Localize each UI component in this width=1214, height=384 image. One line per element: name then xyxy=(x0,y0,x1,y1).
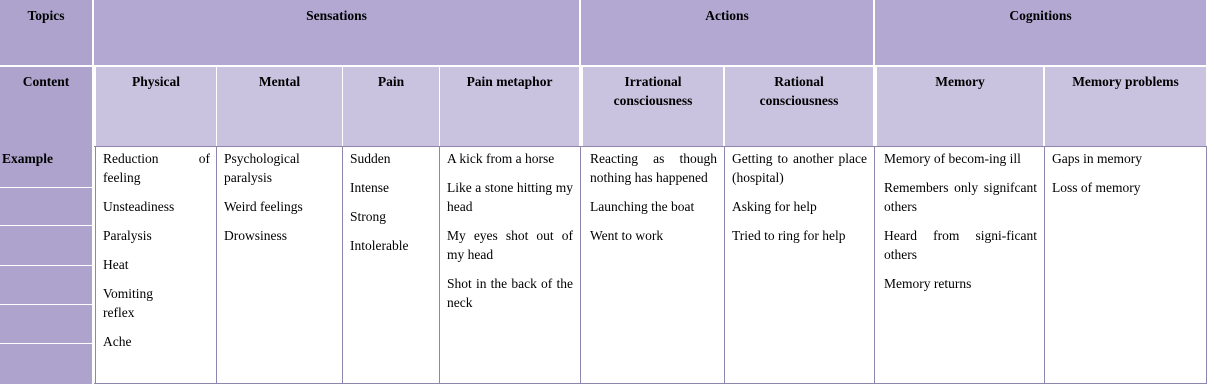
content-label: Content xyxy=(22,74,70,89)
list-item: A kick from a horse xyxy=(447,151,555,166)
mental-label: Mental xyxy=(258,74,301,89)
list-item: Remembers only signifcant others xyxy=(884,180,1037,214)
table-border xyxy=(216,146,217,384)
rational-cell xyxy=(725,146,873,384)
list-item: Unsteadiness xyxy=(103,199,175,214)
table-border xyxy=(580,146,581,384)
table-border xyxy=(874,146,875,384)
list-item: Memory of becom-ing ill xyxy=(884,151,1021,166)
pain-metaphor-header xyxy=(440,66,579,146)
list-item: Reduction of feeling xyxy=(103,151,210,185)
header-divider xyxy=(342,66,343,146)
list-item: Sudden xyxy=(350,151,391,166)
pain-header xyxy=(343,66,439,146)
list-item: Went to work xyxy=(590,228,664,243)
table-border xyxy=(439,146,440,384)
irrational-cell xyxy=(583,146,723,384)
list-item: Heat xyxy=(103,257,129,272)
mental-cell xyxy=(217,146,342,384)
list-item: Strong xyxy=(350,209,387,224)
pain-label: Pain xyxy=(377,74,405,89)
memory-header xyxy=(877,66,1043,146)
pain-cell xyxy=(343,146,439,384)
memory-label: Memory xyxy=(935,74,985,89)
header-divider xyxy=(439,66,440,146)
header-divider xyxy=(92,0,94,146)
memory-cell xyxy=(877,146,1043,384)
actions-header xyxy=(581,0,873,66)
list-item: Loss of memory xyxy=(1052,180,1141,195)
physical-cell xyxy=(96,146,216,384)
list-item: Like a stone hitting my head xyxy=(447,180,573,214)
list-item: Getting to another place (hospital) xyxy=(732,151,867,185)
sensations-header xyxy=(94,0,579,66)
list-item: Intolerable xyxy=(350,238,409,253)
list-item: My eyes shot out of my head xyxy=(447,228,573,262)
row-divider xyxy=(0,265,92,266)
example-label: Example xyxy=(2,151,54,166)
header-divider xyxy=(1043,66,1045,146)
list-item: Heard from signi-ficant others xyxy=(884,228,1037,262)
mental-header xyxy=(217,66,342,146)
table-border xyxy=(1206,146,1207,384)
list-item: Launching the boat xyxy=(590,199,695,214)
topics-header xyxy=(0,0,92,66)
irrational-label: Irrational consciousness xyxy=(613,74,693,108)
row-divider xyxy=(0,343,92,344)
header-divider xyxy=(0,65,1206,67)
list-item: Intense xyxy=(350,180,389,195)
memory-problems-header xyxy=(1045,66,1206,146)
table-border xyxy=(95,146,96,384)
memory-problems-cell xyxy=(1045,146,1206,384)
header-divider xyxy=(579,0,581,146)
header-divider xyxy=(216,66,217,146)
list-item: Paralysis xyxy=(103,228,152,243)
list-item: Reacting as though nothing has happened xyxy=(590,151,717,185)
table-border xyxy=(342,146,343,384)
header-divider xyxy=(873,0,875,146)
list-item: Vomiting reflex xyxy=(103,286,154,320)
pain-metaphor-label: Pain metaphor xyxy=(466,74,553,89)
irrational-header xyxy=(583,66,723,146)
list-item: Asking for help xyxy=(732,199,817,214)
content-header xyxy=(0,66,92,146)
rational-header xyxy=(725,66,873,146)
row-divider xyxy=(0,225,92,226)
physical-label: Physical xyxy=(131,74,180,89)
list-item: Gaps in memory xyxy=(1052,151,1142,166)
table-border xyxy=(1044,146,1045,384)
topics-label: Topics xyxy=(27,8,65,23)
list-item: Weird feelings xyxy=(224,199,303,214)
list-item: Shot in the back of the neck xyxy=(447,276,573,310)
table-border xyxy=(724,146,725,384)
row-divider xyxy=(0,304,92,305)
physical-header xyxy=(96,66,216,146)
list-item: Drowsiness xyxy=(224,228,287,243)
sensations-label: Sensations xyxy=(306,8,367,23)
pain-metaphor-cell xyxy=(440,146,579,384)
list-item: Memory returns xyxy=(884,276,972,291)
cognitions-label: Cognitions xyxy=(1009,8,1072,23)
memory-problems-label: Memory problems xyxy=(1072,74,1179,89)
table-border xyxy=(94,146,1206,147)
list-item: Ache xyxy=(103,334,132,349)
actions-label: Actions xyxy=(705,8,749,23)
cognitions-header xyxy=(875,0,1206,66)
row-divider xyxy=(0,187,92,188)
header-divider xyxy=(723,66,725,146)
list-item: Tried to ring for help xyxy=(732,228,846,243)
rational-label: Rational consciousness xyxy=(759,74,839,108)
list-item: Psychological paralysis xyxy=(224,151,300,185)
